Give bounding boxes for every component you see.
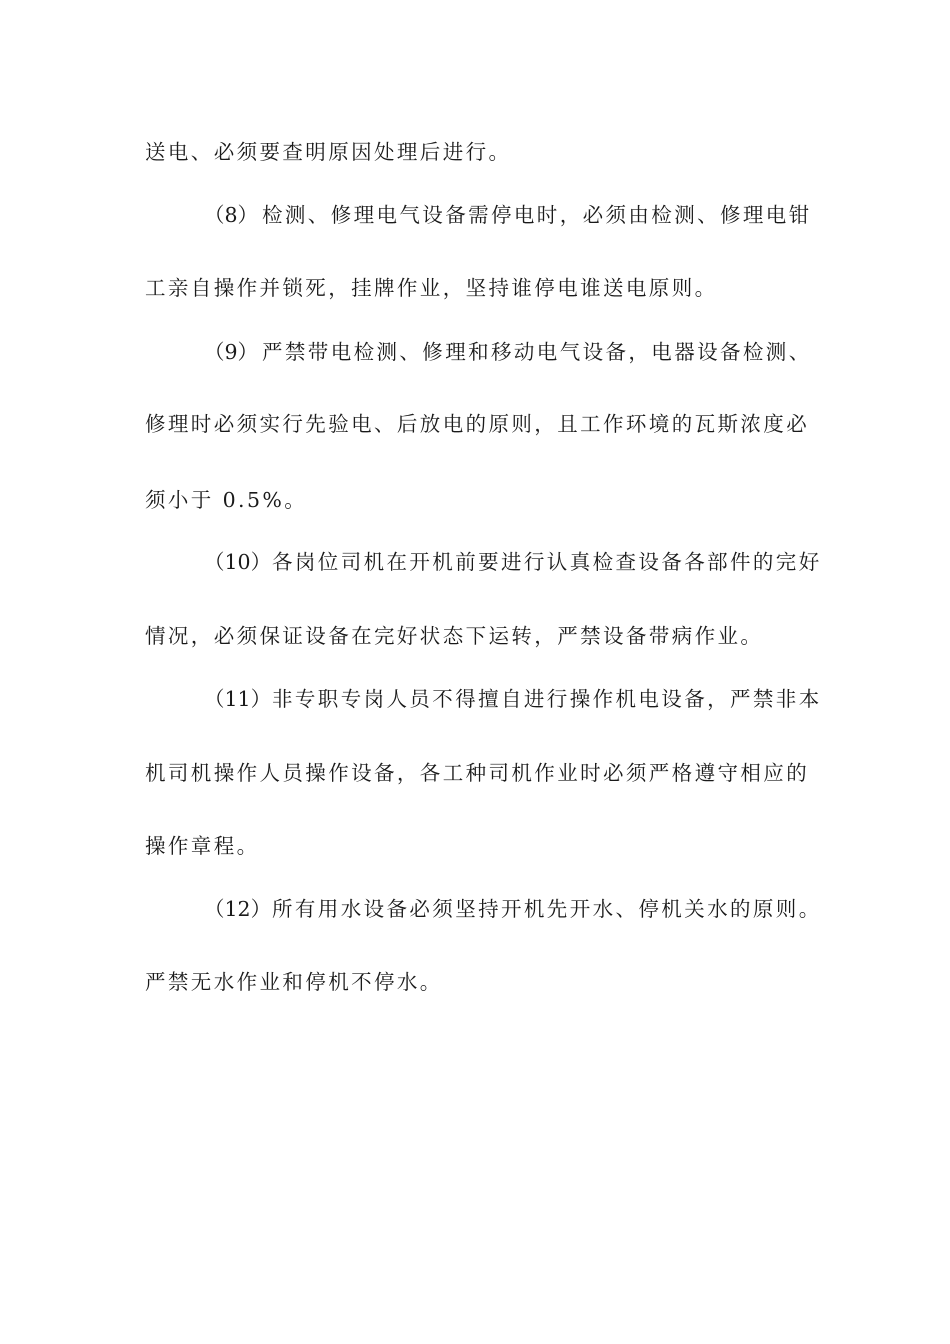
paragraph-line xyxy=(0,757,950,789)
paragraph-line xyxy=(0,408,950,440)
line-text: 机司机操作人员操作设备，各工种司机作业时必须严格遵守相应的 xyxy=(145,761,810,785)
paragraph-line xyxy=(0,683,950,715)
item-number: （12） xyxy=(204,897,272,921)
line-text: 检测、修理电气设备需停电时，必须由检测、修理电钳 xyxy=(262,203,812,227)
paragraph-line xyxy=(0,620,950,652)
line-text: 严禁无水作业和停机不停水。 xyxy=(145,970,443,994)
line-text: 情况，必须保证设备在完好状态下运转，严禁设备带病作业。 xyxy=(145,624,764,648)
paragraph-line xyxy=(0,546,950,578)
item-number: （8） xyxy=(204,203,259,227)
paragraph-line xyxy=(0,830,950,862)
paragraph-line xyxy=(0,136,950,168)
item-number: （9） xyxy=(204,340,259,364)
line-text: 所有用水设备必须坚持开机先开水、停机关水的原则。 xyxy=(272,897,822,921)
paragraph-line xyxy=(0,893,950,925)
line-text: 非专职专岗人员不得擅自进行操作机电设备，严禁非本 xyxy=(272,687,822,711)
item-number: （11） xyxy=(204,687,272,711)
line-text: 严禁带电检测、修理和移动电气设备，电器设备检测、 xyxy=(262,340,812,364)
line-text: 操作章程。 xyxy=(145,834,260,858)
line-text: 修理时必须实行先验电、后放电的原则，且工作环境的瓦斯浓度必 xyxy=(145,412,810,436)
line-text: 送电、必须要查明原因处理后进行。 xyxy=(145,140,512,164)
paragraph-line xyxy=(0,199,950,231)
item-number: （10） xyxy=(204,550,272,574)
paragraph-line xyxy=(0,484,950,516)
line-text: 工亲自操作并锁死，挂牌作业，坚持谁停电谁送电原则。 xyxy=(145,276,718,300)
paragraph-line xyxy=(0,272,950,304)
paragraph-line xyxy=(0,336,950,368)
paragraph-line xyxy=(0,966,950,998)
line-text: 须小于 0.5%。 xyxy=(145,488,308,512)
line-text: 各岗位司机在开机前要进行认真检查设备各部件的完好 xyxy=(272,550,822,574)
